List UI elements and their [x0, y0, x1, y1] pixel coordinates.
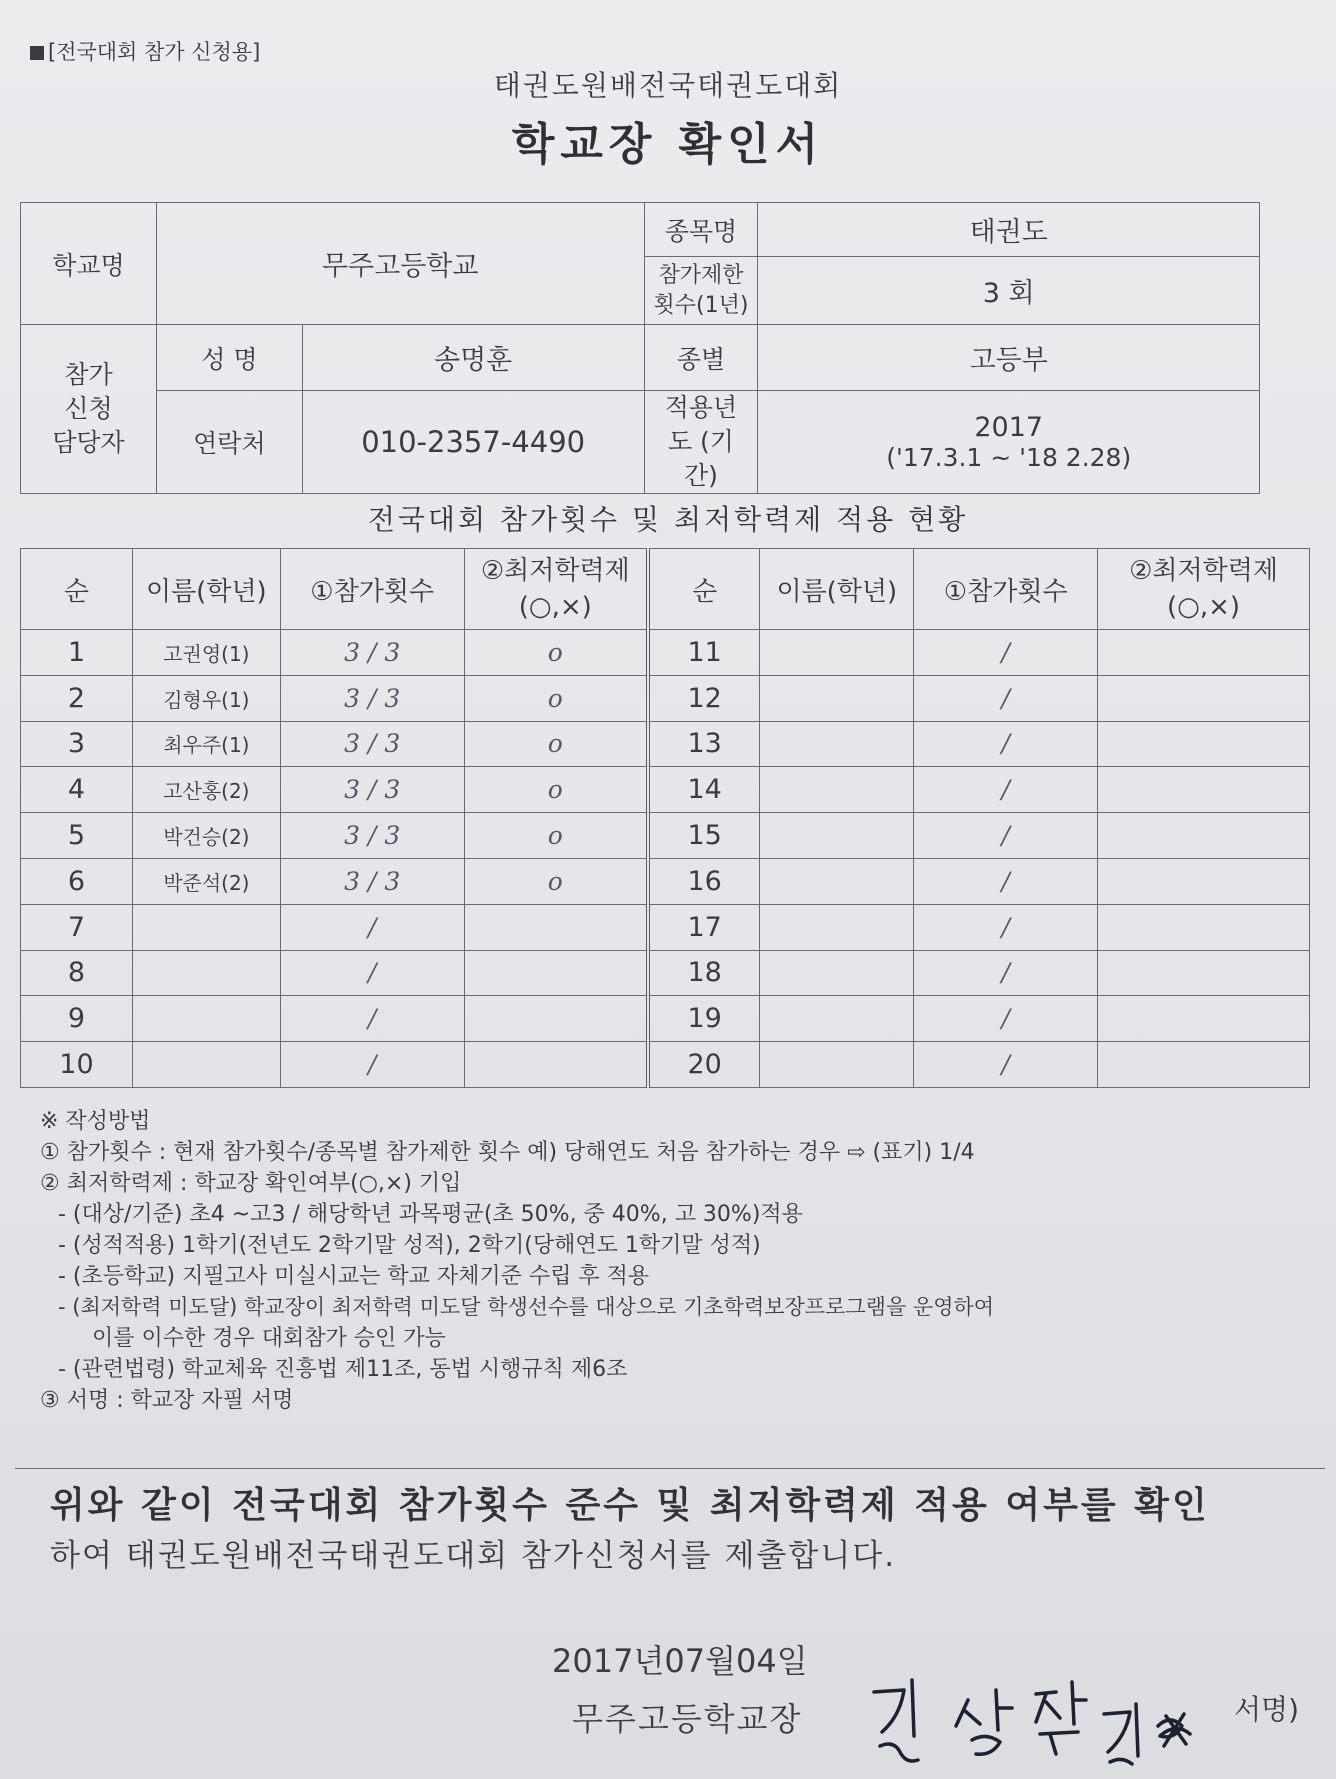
athlete-name [760, 721, 914, 767]
instruction-2c: - (초등학교) 지필고사 미실시교는 학교 자체기준 수립 후 적용 [58, 1264, 650, 1289]
row-number: 2 [21, 675, 133, 721]
contact-label: 연락처 [156, 391, 302, 494]
min-grade-check: o [464, 858, 648, 904]
participation-count: / [914, 996, 1098, 1042]
col-header-no: 순 [21, 549, 133, 630]
min-grade-check: o [464, 767, 648, 813]
instruction-2b: - (성적적용) 1학기(전년도 2학기말 성적), 2학기(당해연도 1학기말 성적) [58, 1233, 761, 1258]
row-number: 15 [648, 813, 760, 859]
row-number: 18 [648, 950, 760, 996]
min-grade-check [1098, 630, 1310, 676]
table-row [21, 950, 1310, 996]
applicant-label: 참가 신청 담당자 [21, 325, 157, 494]
athlete-name [760, 675, 914, 721]
athlete-name [132, 1042, 280, 1088]
declaration-line-1: 위와 같이 전국대회 참가횟수 준수 및 최저학력제 적용 여부를 확인 [50, 1485, 1210, 1526]
athlete-name [760, 904, 914, 950]
year-cell [758, 391, 1260, 494]
row-number: 14 [648, 767, 760, 813]
period-value: ('17.3.1 ~ '18 2.28) [886, 443, 1132, 472]
instruction-2: ② 최저학력제 : 학교장 확인여부(○,×) 기입 [40, 1171, 462, 1196]
min-grade-check [1098, 858, 1310, 904]
athlete-name [132, 950, 280, 996]
athlete-name: 박건승(2) [132, 813, 280, 859]
participation-count: 3 / 3 [280, 767, 464, 813]
table-row [21, 630, 1310, 676]
name-label: 성 명 [156, 325, 302, 391]
athlete-name [132, 904, 280, 950]
participation-count: / [914, 630, 1098, 676]
instruction-2d-cont: 이를 이수한 경우 대회참가 승인 가능 [92, 1326, 446, 1351]
min-grade-check: o [464, 630, 648, 676]
athlete-name [760, 1042, 914, 1088]
row-number: 5 [21, 813, 133, 859]
instruction-2d: - (최저학력 미도달) 학교장이 최저학력 미도달 학생선수를 대상으로 기초학력보장프로그램을 운영하여 [58, 1295, 995, 1319]
year-label: 적용년도 (기간) [644, 391, 758, 494]
year-value: 2017 [974, 412, 1044, 443]
declaration-line-2: 하여 태권도원배전국태권도대회 참가신청서를 제출합니다. [50, 1538, 897, 1574]
row-number: 7 [21, 904, 133, 950]
participation-table [20, 548, 1310, 1088]
participation-count: / [280, 904, 464, 950]
division-value: 고등부 [758, 325, 1260, 391]
row-number: 1 [21, 630, 133, 676]
athlete-name [132, 996, 280, 1042]
division-label: 종별 [644, 325, 758, 391]
table-row [21, 996, 1310, 1042]
divider-line [15, 1468, 1325, 1469]
submission-date: 2017년07월04일 [552, 1642, 808, 1680]
athlete-name: 고권영(1) [132, 630, 280, 676]
athlete-name: 박준석(2) [132, 858, 280, 904]
min-grade-check [1098, 904, 1310, 950]
participation-count: / [280, 996, 464, 1042]
row-number: 17 [648, 904, 760, 950]
min-grade-check [464, 904, 648, 950]
min-grade-check [1098, 675, 1310, 721]
row-number: 9 [21, 996, 133, 1042]
participation-count: 3 / 3 [280, 813, 464, 859]
row-number: 12 [648, 675, 760, 721]
min-grade-check [1098, 721, 1310, 767]
event-value: 태권도 [758, 203, 1260, 257]
table-row [21, 813, 1310, 859]
instruction-1: ① 참가횟수 : 현재 참가횟수/종목별 참가제한 횟수 예) 당해연도 처음 참가하는 경우 ⇨ (표기) 1/4 [40, 1140, 975, 1165]
athlete-name [760, 858, 914, 904]
competition-name: 태권도원배전국태권도대회 [493, 69, 843, 102]
participation-count: / [280, 1042, 464, 1088]
table-row [21, 675, 1310, 721]
col-header-no-2: 순 [648, 549, 760, 630]
participation-count: / [914, 904, 1098, 950]
min-grade-check [1098, 950, 1310, 996]
table-row [21, 858, 1310, 904]
square-bullet-icon [30, 46, 44, 60]
signature-label: 서명) [1234, 1693, 1300, 1726]
min-grade-check: o [464, 721, 648, 767]
row-number: 4 [21, 767, 133, 813]
athlete-name [760, 813, 914, 859]
contact-value: 010-2357-4490 [302, 391, 644, 494]
min-grade-check: o [464, 813, 648, 859]
instructions [40, 1106, 1320, 1416]
status-section-title: 전국대회 참가횟수 및 최저학력제 적용 현황 [367, 503, 969, 536]
min-grade-check [464, 1042, 648, 1088]
participation-count: / [914, 767, 1098, 813]
athlete-name [760, 767, 914, 813]
col-header-name-2: 이름(학년) [760, 549, 914, 630]
school-name-value: 무주고등학교 [156, 203, 644, 325]
col-header-count-2: ①참가횟수 [914, 549, 1098, 630]
instruction-3: ③ 서명 : 학교장 자필 서명 [40, 1388, 294, 1413]
participation-count: / [914, 813, 1098, 859]
school-name-label: 학교명 [21, 203, 157, 325]
athlete-name [760, 950, 914, 996]
row-number: 8 [21, 950, 133, 996]
table-row [21, 1042, 1310, 1088]
athlete-name [760, 996, 914, 1042]
table-row [21, 904, 1310, 950]
row-number: 16 [648, 858, 760, 904]
participation-count: 3 / 3 [280, 675, 464, 721]
row-number: 10 [21, 1042, 133, 1088]
participation-count: / [914, 950, 1098, 996]
row-number: 13 [648, 721, 760, 767]
athlete-name: 최우주(1) [132, 721, 280, 767]
limit-label: 참가제한 횟수(1년) [644, 257, 758, 325]
participation-count: / [914, 721, 1098, 767]
table-row [21, 767, 1310, 813]
col-header-count: ①참가횟수 [280, 549, 464, 630]
min-grade-check [1098, 767, 1310, 813]
table-row [21, 721, 1310, 767]
min-grade-check: o [464, 675, 648, 721]
form-type-tag [30, 36, 260, 66]
name-value: 송명훈 [302, 325, 644, 391]
min-grade-check [464, 950, 648, 996]
participation-count: / [914, 1042, 1098, 1088]
col-header-min-grade-2: ②최저학력제 (○,×) [1098, 549, 1310, 630]
min-grade-check [1098, 813, 1310, 859]
instruction-2a: - (대상/기준) 초4 ~고3 / 해당학년 과목평균(초 50%, 중 40%, 고 30%)적용 [58, 1202, 803, 1227]
row-number: 20 [648, 1042, 760, 1088]
row-number: 19 [648, 996, 760, 1042]
min-grade-check [1098, 1042, 1310, 1088]
form-type-text: [전국대회 참가 신청용] [48, 40, 261, 64]
instruction-2e: - (관련법령) 학교체육 진흥법 제11조, 동법 시행규칙 제6조 [58, 1357, 628, 1382]
instructions-heading: ※ 작성방법 [40, 1109, 151, 1134]
participation-count: / [914, 675, 1098, 721]
participation-count: 3 / 3 [280, 858, 464, 904]
col-header-name: 이름(학년) [132, 549, 280, 630]
document-title: 학교장 확인서 [511, 119, 825, 170]
athlete-name [760, 630, 914, 676]
event-label: 종목명 [644, 203, 758, 257]
participation-count: / [914, 858, 1098, 904]
participation-count: 3 / 3 [280, 721, 464, 767]
min-grade-check [464, 996, 648, 1042]
principal-title: 무주고등학교장 [572, 1700, 803, 1738]
participation-count: / [280, 950, 464, 996]
table-header-row [21, 549, 1310, 630]
handwritten-signature [860, 1670, 1240, 1770]
row-number: 6 [21, 858, 133, 904]
row-number: 11 [648, 630, 760, 676]
min-grade-check [1098, 996, 1310, 1042]
col-header-min-grade: ②최저학력제 (○,×) [464, 549, 648, 630]
school-info-table [20, 202, 1260, 494]
participation-count: 3 / 3 [280, 630, 464, 676]
athlete-name: 김형우(1) [132, 675, 280, 721]
athlete-name: 고산홍(2) [132, 767, 280, 813]
row-number: 3 [21, 721, 133, 767]
limit-value: 3 회 [758, 257, 1260, 325]
